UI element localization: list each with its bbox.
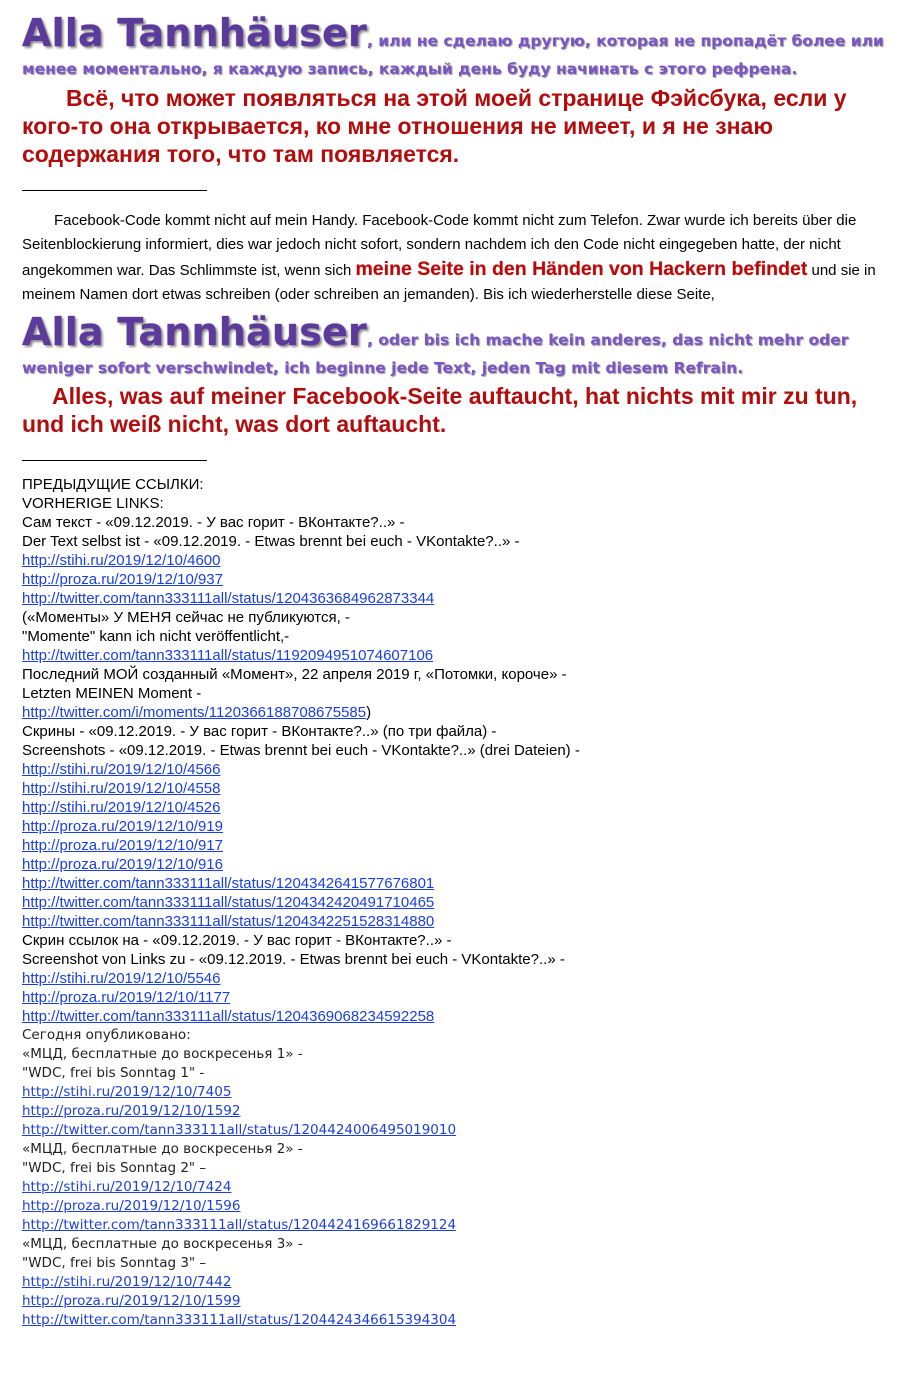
paragraph-highlight: meine Seite in den Händen von Hackern befindet — [355, 257, 808, 280]
hyperlink[interactable]: http://stihi.ru/2019/12/10/7424 — [22, 1179, 232, 1195]
hyperlink[interactable]: http://stihi.ru/2019/12/10/7442 — [22, 1274, 232, 1290]
previous-links-list — [22, 475, 884, 1026]
hyperlink[interactable]: http://proza.ru/2019/12/10/919 — [22, 818, 223, 835]
hyperlink[interactable]: http://stihi.ru/2019/12/10/5546 — [22, 970, 221, 987]
link-row — [22, 779, 884, 798]
warning-text-de: Alles, was auf meiner Facebook-Seite auftaucht, hat nichts mit mir zu tun, und ich weiß nicht, was dort auftaucht. — [22, 383, 858, 437]
link-row — [22, 1197, 884, 1216]
link-row — [22, 798, 884, 817]
hyperlink[interactable]: http://stihi.ru/2019/12/10/4566 — [22, 761, 221, 778]
text-line: «МЦД, бесплатные до воскресенья 3» - — [22, 1236, 303, 1252]
hyperlink[interactable]: http://twitter.com/tann333111all/status/1204424169661829124 — [22, 1217, 457, 1233]
lead-text-de-b: weniger sofort verschwindet, ich beginne jede Text, jeden Tag mit diesem Refrain. — [22, 358, 744, 377]
link-row — [22, 1121, 884, 1140]
header-russian — [22, 11, 884, 78]
hyperlink[interactable]: http://proza.ru/2019/12/10/1599 — [22, 1293, 241, 1309]
hyperlink[interactable]: http://twitter.com/tann333111all/status/1192094951074607106 — [22, 647, 434, 664]
divider — [22, 190, 207, 191]
author-name-heading-2: Alla Tannhäuser — [22, 309, 367, 354]
text-line: "Momente" kann ich nicht veröffentlicht,- — [22, 628, 290, 645]
link-row — [22, 1007, 884, 1026]
hyperlink[interactable]: http://twitter.com/tann333111all/status/1204424006495019010 — [22, 1122, 457, 1138]
text-line: VORHERIGE LINKS: — [22, 495, 164, 512]
text-line: Последний МОЙ созданный «Момент», 22 апреля 2019 г, «Потомки, короче» - — [22, 666, 567, 683]
hyperlink[interactable]: http://twitter.com/tann333111all/status/1204342641577676801 — [22, 875, 435, 892]
hyperlink[interactable]: http://stihi.ru/2019/12/10/4526 — [22, 799, 221, 816]
hyperlink[interactable]: http://proza.ru/2019/12/10/916 — [22, 856, 223, 873]
link-row — [22, 1102, 884, 1121]
author-name-heading: Alla Tannhäuser — [22, 11, 367, 55]
paragraph-text-2: und sie in meinem Namen dort etwas schreiben (oder schreiben an jemanden). Bis ich wiederherstelle diese Seite, — [22, 261, 876, 303]
text-line: "WDC, frei bis Sonntag 3" – — [22, 1255, 207, 1271]
link-row — [22, 760, 884, 779]
text-line: Letzten MEINEN Moment - — [22, 685, 202, 702]
hyperlink[interactable]: http://stihi.ru/2019/12/10/7405 — [22, 1084, 232, 1100]
link-row — [22, 1311, 884, 1330]
paragraph-german — [22, 209, 884, 307]
link-row — [22, 855, 884, 874]
hyperlink[interactable]: http://proza.ru/2019/12/10/937 — [22, 571, 223, 588]
text-line: Screenshot von Links zu - «09.12.2019. - Etwas brennt bei euch - VKontakte?..» - — [22, 951, 565, 968]
document-page — [22, 11, 884, 1330]
header-german — [22, 309, 884, 377]
link-row — [22, 1292, 884, 1311]
text-line: "WDC, frei bis Sonntag 1" - — [22, 1065, 205, 1081]
lead-text-de-a: , oder bis ich mache kein anderes, das nicht mehr oder — [366, 330, 849, 349]
hyperlink[interactable]: http://proza.ru/2019/12/10/1592 — [22, 1103, 241, 1119]
link-row — [22, 1083, 884, 1102]
divider-2 — [22, 460, 207, 461]
hyperlink[interactable]: http://stihi.ru/2019/12/10/4558 — [22, 780, 221, 797]
published-today-list — [22, 1026, 884, 1330]
hyperlink[interactable]: http://proza.ru/2019/12/10/1177 — [22, 989, 231, 1006]
hyperlink[interactable]: http://twitter.com/tann333111all/status/1204424346615394304 — [22, 1312, 457, 1328]
warning-text-ru: Всё, что может появляться на этой моей странице Фэйсбука, если у кого-то она открывается, ко мне отношения не имеет, и я не знаю содержания того, что там появляется. — [22, 84, 847, 167]
link-row — [22, 570, 884, 589]
text-line: Screenshots - «09.12.2019. - Etwas brennt bei euch - VKontakte?..» (drei Dateien) - — [22, 742, 580, 759]
link-row — [22, 703, 884, 722]
text-line: ПРЕДЫДУЩИЕ ССЫЛКИ: — [22, 476, 204, 493]
text-line: Скрины - «09.12.2019. - У вас горит - ВКонтакте?..» (по три файла) - — [22, 723, 497, 740]
link-row — [22, 1178, 884, 1197]
hyperlink[interactable]: http://twitter.com/tann333111all/status/1204369068234592258 — [22, 1008, 435, 1025]
link-suffix: ) — [366, 704, 372, 721]
text-line: («Моменты» У МЕНЯ сейчас не публикуются, - — [22, 609, 350, 626]
link-row — [22, 1273, 884, 1292]
text-line: Сам текст - «09.12.2019. - У вас горит - ВКонтакте?..» - — [22, 514, 405, 531]
link-row — [22, 912, 884, 931]
link-row — [22, 874, 884, 893]
text-line: «МЦД, бесплатные до воскресенья 1» - — [22, 1046, 303, 1062]
text-line: Der Text selbst ist - «09.12.2019. - Etwas brennt bei euch - VKontakte?..» - — [22, 533, 520, 550]
link-row — [22, 646, 884, 665]
link-row — [22, 1216, 884, 1235]
hyperlink[interactable]: http://stihi.ru/2019/12/10/4600 — [22, 552, 221, 569]
link-row — [22, 836, 884, 855]
link-row — [22, 893, 884, 912]
hyperlink[interactable]: http://twitter.com/tann333111all/status/1204363684962873344 — [22, 590, 435, 607]
paragraph-text-1: Facebook-Code kommt nicht auf mein Handy. Facebook-Code kommt nicht zum Telefon. Zwar wurde ich bereits über die Seitenblockierung informiert, dies war jedoch nicht sofort, sondern nachdem ich den Code nicht eingegeben hatte, der nicht angekommen war. Das Schlimmste ist, wenn sich — [22, 211, 857, 279]
hyperlink[interactable]: http://twitter.com/i/moments/1120366188708675585 — [22, 704, 367, 721]
hyperlink[interactable]: http://proza.ru/2019/12/10/1596 — [22, 1198, 241, 1214]
hyperlink[interactable]: http://proza.ru/2019/12/10/917 — [22, 837, 223, 854]
link-row — [22, 551, 884, 570]
link-row — [22, 589, 884, 608]
link-row — [22, 969, 884, 988]
text-line: Сегодня опубликовано: — [22, 1027, 191, 1043]
link-row — [22, 817, 884, 836]
link-row — [22, 988, 884, 1007]
lead-text-ru-b: менее моментально, я каждую запись, каждый день буду начинать с этого рефрена. — [22, 60, 798, 78]
lead-text-ru-a: , или не сделаю другую, которая не пропадёт более или — [366, 32, 884, 50]
hyperlink[interactable]: http://twitter.com/tann333111all/status/1204342420491710465 — [22, 894, 435, 911]
text-line: Скрин ссылок на - «09.12.2019. - У вас горит - ВКонтакте?..» - — [22, 932, 452, 949]
hyperlink[interactable]: http://twitter.com/tann333111all/status/1204342251528314880 — [22, 913, 435, 930]
text-line: «МЦД, бесплатные до воскресенья 2» - — [22, 1141, 303, 1157]
text-line: "WDC, frei bis Sonntag 2" – — [22, 1160, 207, 1176]
